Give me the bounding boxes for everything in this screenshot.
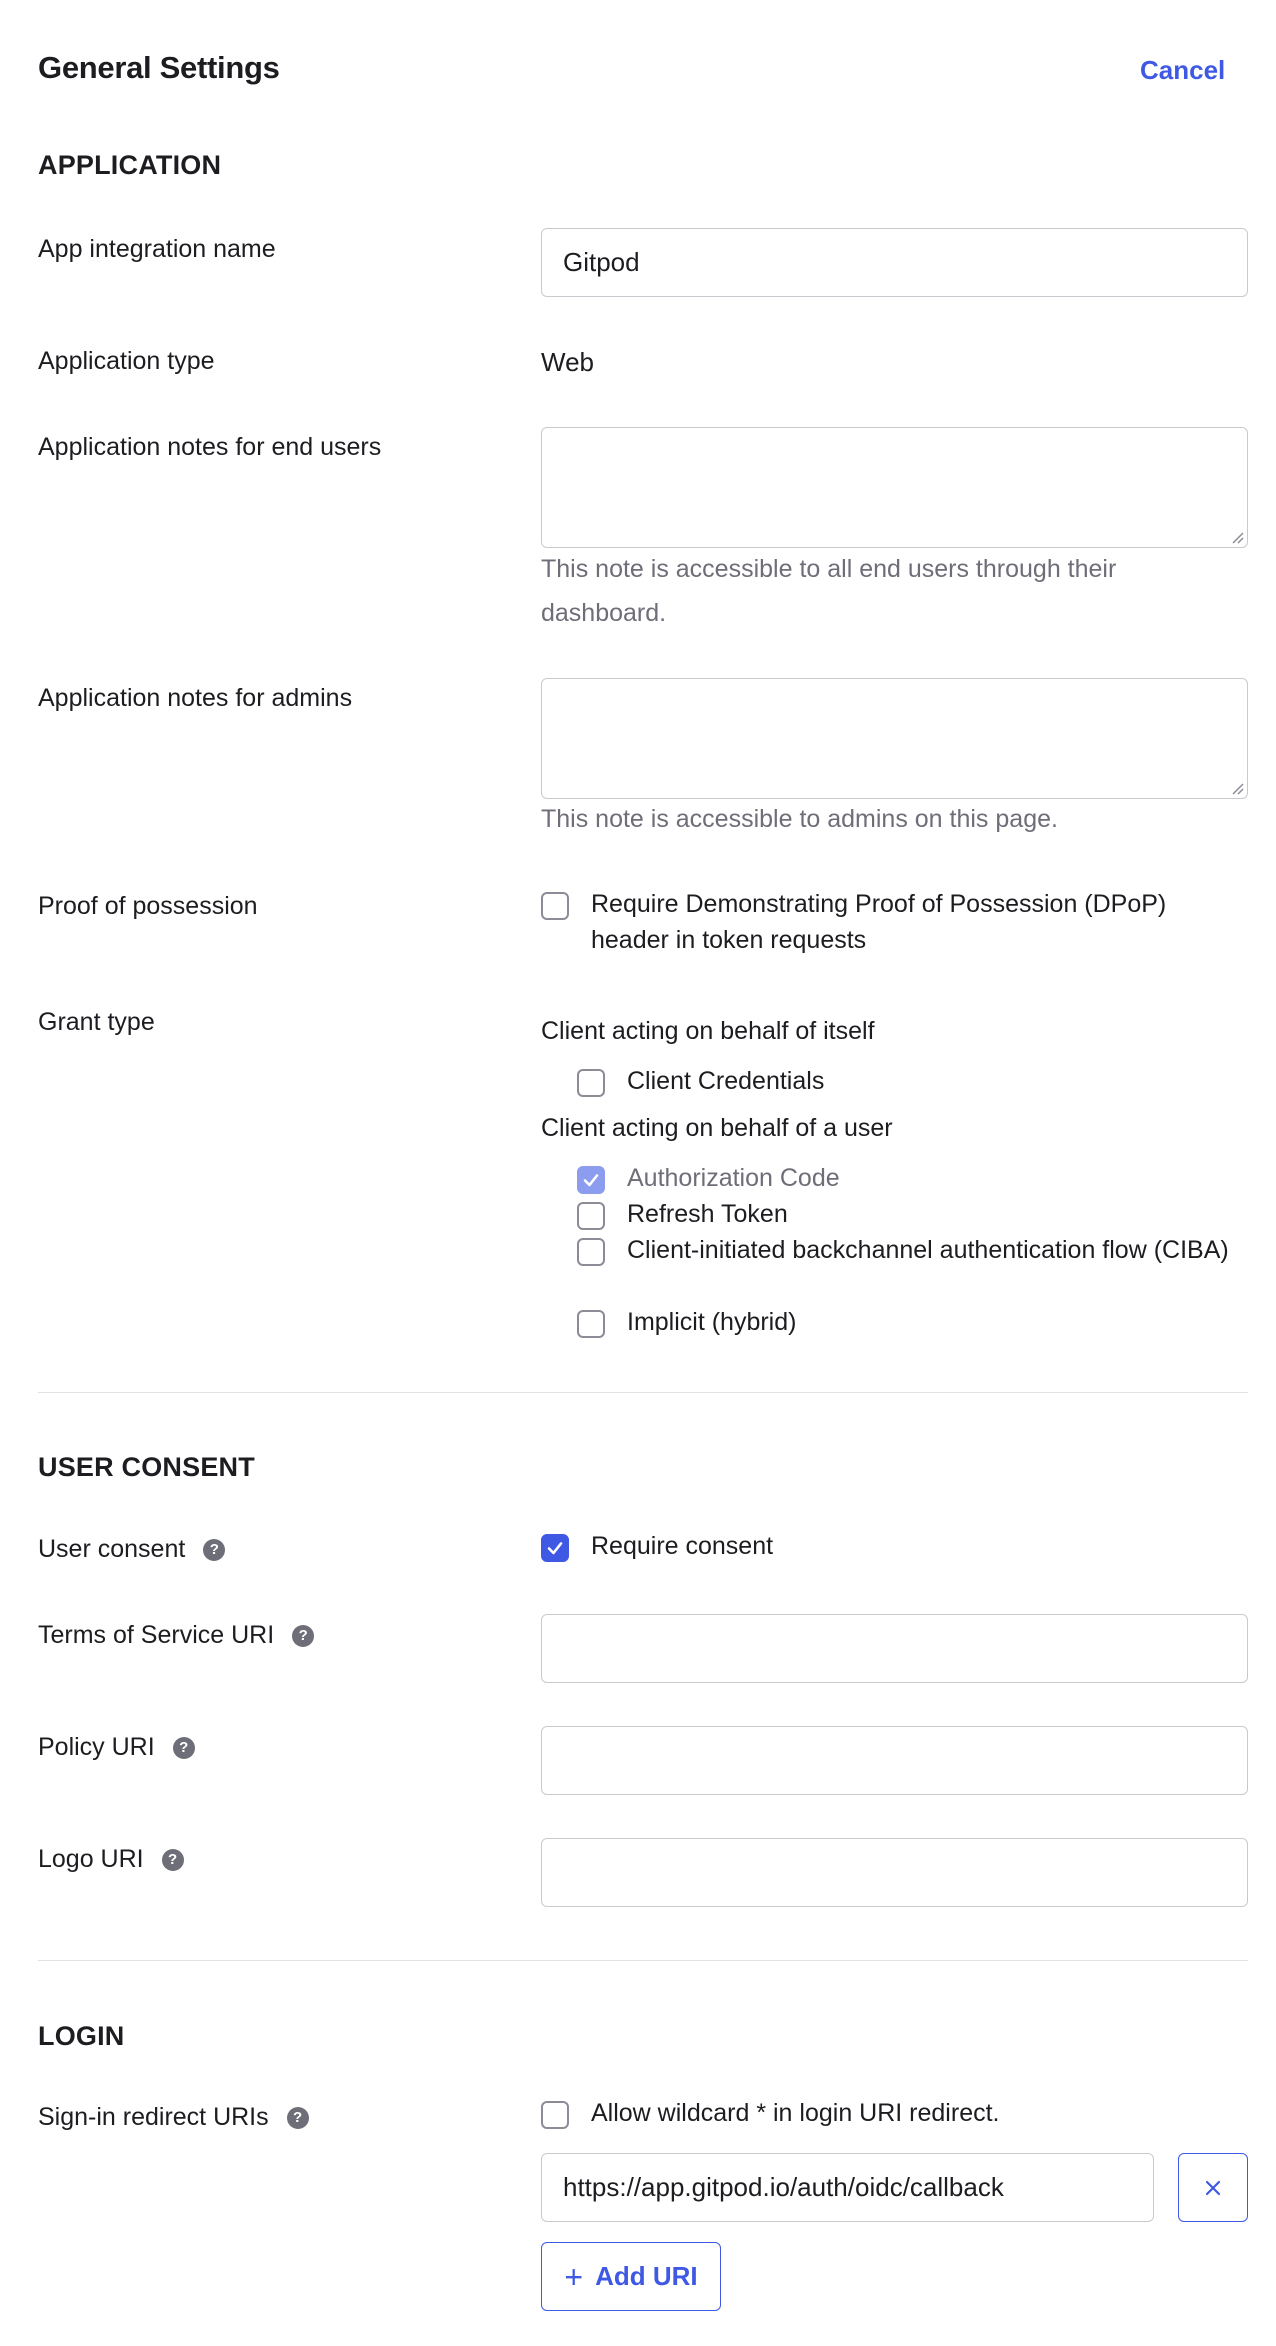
notes-admins-textarea[interactable]: [541, 678, 1248, 799]
help-icon[interactable]: ?: [173, 1737, 195, 1759]
app-name-label: App integration name: [38, 235, 276, 263]
require-consent-label: Require consent: [591, 1532, 774, 1560]
dpop-checkbox[interactable]: [541, 892, 569, 920]
plus-icon: +: [564, 2258, 584, 2295]
section-title-application: APPLICATION: [38, 150, 222, 180]
grant-client-credentials-row[interactable]: [577, 1063, 824, 1099]
grant-refresh-token-row[interactable]: [577, 1196, 788, 1232]
policy-label-text: Policy URI: [38, 1733, 155, 1761]
notes-end-users-label: Application notes for end users: [38, 433, 382, 461]
refresh-token-checkbox[interactable]: [577, 1202, 605, 1230]
help-icon[interactable]: ?: [162, 1849, 184, 1871]
user-consent-label: [38, 1535, 225, 1564]
dpop-checkbox-row[interactable]: [541, 886, 1248, 958]
grant-group-itself: Client acting on behalf of itself: [541, 1017, 875, 1045]
notes-end-users-help: This note is accessible to all end users through their dashboard.: [541, 555, 1117, 627]
help-icon[interactable]: ?: [292, 1625, 314, 1647]
logo-uri-input[interactable]: [541, 1838, 1248, 1907]
require-consent-row[interactable]: [541, 1528, 773, 1564]
add-uri-label: Add URI: [595, 2261, 698, 2291]
user-consent-label-text: User consent: [38, 1535, 186, 1563]
implicit-label: Implicit (hybrid): [627, 1308, 797, 1336]
logo-label-text: Logo URI: [38, 1845, 144, 1873]
redirect-uris-label-text: Sign-in redirect URIs: [38, 2103, 269, 2131]
wildcard-row[interactable]: [541, 2095, 999, 2131]
grant-ciba-row[interactable]: [577, 1232, 1248, 1268]
help-icon[interactable]: ?: [203, 1539, 225, 1561]
ciba-checkbox[interactable]: [577, 1238, 605, 1266]
remove-uri-button[interactable]: [1178, 2153, 1248, 2222]
grant-type-label: Grant type: [38, 1008, 155, 1036]
notes-admins-help: This note is accessible to admins on this page.: [541, 805, 1058, 833]
tos-label: [38, 1621, 314, 1650]
section-title-login: LOGIN: [38, 2021, 125, 2051]
policy-uri-input[interactable]: [541, 1726, 1248, 1795]
client-credentials-label: Client Credentials: [627, 1067, 825, 1095]
require-consent-checkbox[interactable]: [541, 1534, 569, 1562]
tos-uri-input[interactable]: [541, 1614, 1248, 1683]
notes-end-users-textarea[interactable]: [541, 427, 1248, 548]
dpop-checkbox-label: Require Demonstrating Proof of Possession (DPoP) header in token requests: [591, 890, 1167, 954]
section-title-user-consent: USER CONSENT: [38, 1452, 255, 1482]
check-icon: [546, 1539, 564, 1557]
pop-label: Proof of possession: [38, 892, 258, 920]
page-title: General Settings: [38, 50, 280, 85]
add-uri-button[interactable]: [541, 2242, 721, 2311]
help-icon[interactable]: ?: [287, 2107, 309, 2129]
redirect-uri-value: https://app.gitpod.io/auth/oidc/callback: [563, 2172, 1004, 2202]
implicit-checkbox[interactable]: [577, 1310, 605, 1338]
tos-label-text: Terms of Service URI: [38, 1621, 275, 1649]
resize-grip-icon[interactable]: [1230, 781, 1244, 795]
authorization-code-checkbox: [577, 1166, 605, 1194]
redirect-uri-input[interactable]: [541, 2153, 1154, 2222]
refresh-token-label: Refresh Token: [627, 1200, 788, 1228]
app-name-value: Gitpod: [563, 247, 640, 277]
notes-admins-label: Application notes for admins: [38, 684, 353, 712]
check-icon: [582, 1171, 600, 1189]
close-icon: [1203, 2178, 1223, 2198]
authorization-code-label: Authorization Code: [627, 1164, 840, 1192]
logo-label: [38, 1845, 184, 1874]
app-type-value: Web: [541, 347, 594, 377]
client-credentials-checkbox[interactable]: [577, 1069, 605, 1097]
grant-group-user: Client acting on behalf of a user: [541, 1114, 893, 1142]
resize-grip-icon[interactable]: [1230, 530, 1244, 544]
app-type-label: Application type: [38, 347, 215, 375]
redirect-uris-label: [38, 2103, 309, 2132]
wildcard-checkbox[interactable]: [541, 2101, 569, 2129]
ciba-label: Client-initiated backchannel authentication flow (CIBA): [627, 1236, 1229, 1264]
cancel-button[interactable]: Cancel: [1140, 55, 1226, 85]
policy-label: [38, 1733, 195, 1762]
grant-implicit-row[interactable]: [577, 1304, 796, 1340]
section-divider: [38, 1392, 1248, 1393]
grant-authorization-code-row: [577, 1160, 840, 1196]
wildcard-label: Allow wildcard * in login URI redirect.: [591, 2099, 1000, 2127]
app-name-input[interactable]: [541, 228, 1248, 297]
section-divider: [38, 1960, 1248, 1961]
